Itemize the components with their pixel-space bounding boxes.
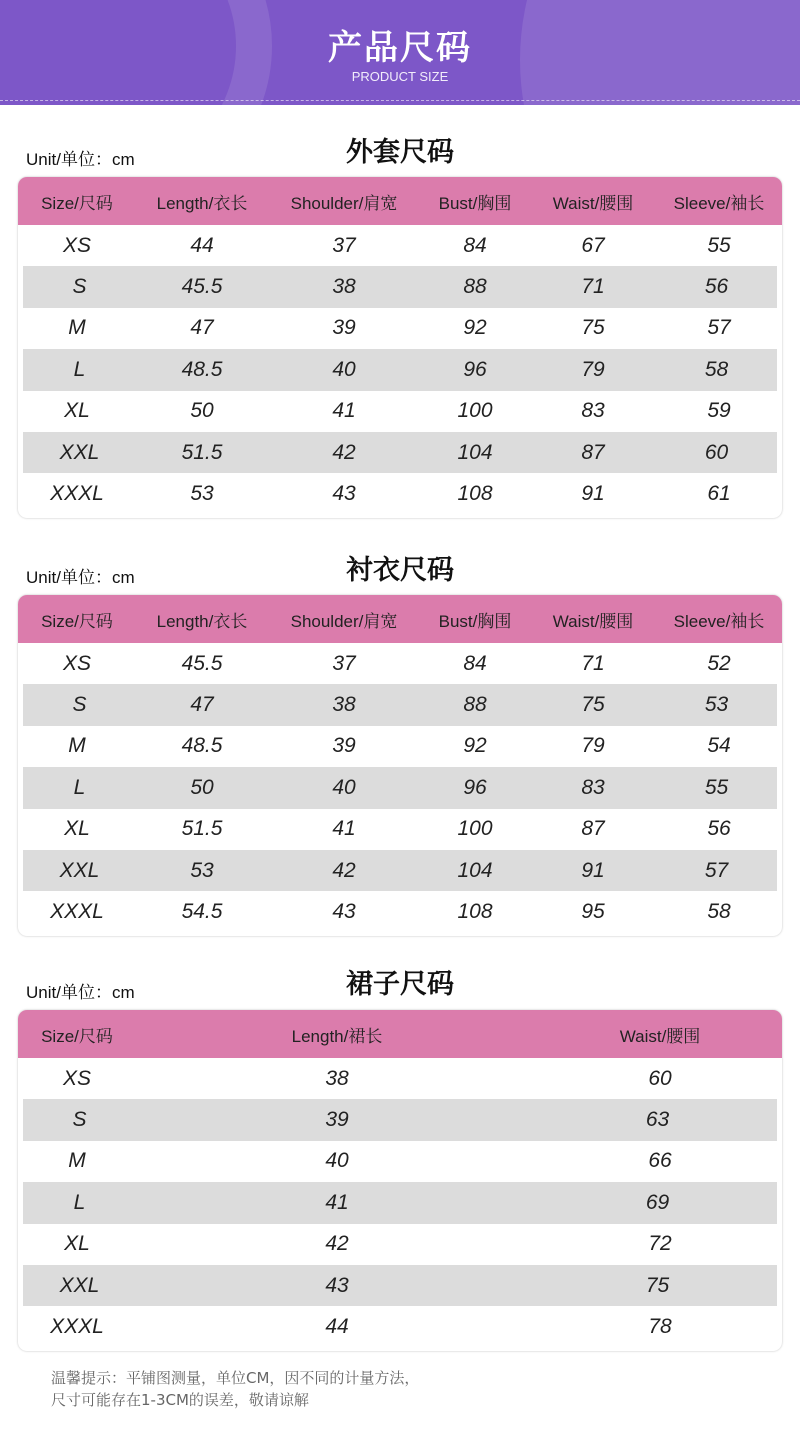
table-cell: 37: [332, 233, 356, 257]
measurement-note: [51, 1367, 419, 1411]
table-row: [18, 643, 782, 684]
table-cell: 56: [704, 275, 729, 299]
page-subtitle: PRODUCT SIZE: [351, 69, 449, 84]
table-cell: 43: [332, 900, 356, 924]
table-cell: 72: [648, 1232, 672, 1256]
size-table: [18, 1010, 782, 1351]
table-cell: 66: [648, 1149, 672, 1173]
table-cell: XL: [64, 399, 90, 423]
table-cell: 54.5: [181, 900, 223, 924]
table-row: [18, 726, 782, 767]
column-header: Shoulder/肩宽: [290, 611, 398, 631]
column-header: Waist/腰围: [552, 611, 634, 631]
table-row: [23, 767, 777, 808]
table-cell: 92: [463, 734, 487, 758]
table-cell: S: [72, 693, 87, 717]
table-cell: M: [68, 316, 86, 340]
column-header: Bust/胸围: [438, 193, 512, 213]
table-row: [18, 891, 782, 932]
table-cell: XL: [64, 1232, 90, 1256]
column-header: Length/衣长: [156, 193, 248, 213]
table-cell: 71: [581, 651, 605, 675]
table-cell: 53: [190, 858, 214, 882]
note-line: 尺寸可能存在1-3CM的误差，敬请谅解: [51, 1391, 309, 1409]
table-cell: 47: [190, 693, 214, 717]
table-cell: XS: [62, 233, 91, 257]
table-cell: 91: [581, 482, 605, 506]
table-cell: 54: [707, 734, 731, 758]
size-table: [18, 595, 782, 936]
column-header: Length/裙长: [291, 1026, 383, 1046]
table-cell: 39: [332, 316, 356, 340]
column-header: Waist/腰围: [552, 193, 634, 213]
table-cell: 40: [332, 775, 356, 799]
table-cell: L: [73, 775, 86, 799]
table-cell: 45.5: [181, 275, 223, 299]
table-row: [18, 809, 782, 850]
table-cell: XL: [64, 817, 90, 841]
table-cell: 96: [463, 357, 487, 381]
table-row: [18, 1141, 782, 1182]
column-header: Size/尺码: [41, 193, 113, 213]
table-cell: 39: [332, 734, 356, 758]
table-row: [18, 473, 782, 514]
table-header: [18, 177, 782, 225]
table-cell: 83: [581, 399, 605, 423]
table-cell: 60: [704, 440, 729, 464]
table-cell: M: [68, 734, 86, 758]
table-cell: 37: [332, 651, 356, 675]
table-cell: S: [72, 275, 87, 299]
table-cell: 48.5: [181, 734, 223, 758]
table-cell: 92: [463, 316, 487, 340]
section-title: 衬衣尺码: [346, 555, 454, 586]
table-cell: 45.5: [181, 651, 223, 675]
banner-divider: [0, 100, 800, 101]
table-cell: 96: [463, 775, 487, 799]
table-cell: 38: [332, 693, 356, 717]
table-cell: 48.5: [181, 357, 223, 381]
table-cell: L: [73, 1190, 86, 1214]
table-cell: 91: [581, 858, 605, 882]
table-cell: 67: [581, 233, 605, 257]
table-cell: 84: [463, 651, 487, 675]
table-cell: 41: [332, 399, 356, 423]
table-row: [18, 1306, 782, 1347]
table-cell: 42: [325, 1232, 349, 1256]
table-row: [23, 850, 777, 891]
unit-label: Unit/单位：cm: [26, 150, 135, 169]
table-row: [18, 225, 782, 266]
table-cell: 50: [190, 399, 214, 423]
table-cell: 75: [645, 1273, 670, 1297]
table-cell: 57: [707, 316, 731, 340]
table-cell: 59: [707, 399, 731, 423]
table-header: [18, 595, 782, 643]
table-cell: XXL: [59, 440, 100, 464]
table-cell: 88: [463, 693, 487, 717]
column-header: Waist/腰围: [619, 1026, 701, 1046]
table-cell: 51.5: [181, 817, 223, 841]
table-cell: 43: [325, 1273, 349, 1297]
page-title: 产品尺码: [328, 28, 472, 68]
table-row: [23, 684, 777, 725]
table-cell: 75: [581, 693, 605, 717]
table-cell: 42: [332, 858, 356, 882]
table-cell: 47: [190, 316, 214, 340]
table-row: [23, 349, 777, 390]
table-cell: 63: [645, 1108, 670, 1132]
section-title: 裙子尺码: [346, 969, 454, 1000]
table-row: [23, 432, 777, 473]
table-cell: XXXL: [50, 482, 104, 506]
column-header: Shoulder/肩宽: [290, 193, 398, 213]
table-cell: 87: [581, 440, 605, 464]
table-cell: 50: [190, 775, 214, 799]
column-header: Size/尺码: [41, 611, 113, 631]
column-header: Sleeve/袖长: [673, 193, 765, 213]
table-cell: 58: [707, 900, 731, 924]
table-cell: S: [72, 1108, 87, 1132]
unit-label: Unit/单位：cm: [26, 568, 135, 587]
table-cell: 44: [325, 1315, 349, 1339]
table-row: [23, 1099, 777, 1140]
table-cell: 60: [648, 1066, 672, 1090]
table-cell: 58: [704, 357, 729, 381]
table-cell: XXL: [59, 1273, 100, 1297]
table-cell: 55: [704, 775, 729, 799]
table-cell: 41: [332, 817, 356, 841]
table-cell: 83: [581, 775, 605, 799]
table-cell: 38: [325, 1066, 349, 1090]
column-header: Sleeve/袖长: [673, 611, 765, 631]
section-title: 外套尺码: [346, 137, 454, 168]
table-cell: 100: [457, 399, 493, 423]
table-cell: 44: [190, 233, 214, 257]
unit-label: Unit/单位：cm: [26, 983, 135, 1002]
table-cell: 39: [325, 1108, 349, 1132]
table-cell: 40: [325, 1149, 349, 1173]
table-row: [18, 1224, 782, 1265]
table-cell: 79: [581, 357, 605, 381]
table-cell: 108: [457, 482, 493, 506]
table-cell: 104: [457, 440, 493, 464]
table-cell: 78: [648, 1315, 672, 1339]
header-banner: [0, 0, 800, 105]
table-cell: 53: [704, 693, 729, 717]
table-cell: 52: [707, 651, 731, 675]
table-cell: XXXL: [50, 1315, 104, 1339]
column-header: Bust/胸围: [438, 611, 512, 631]
table-row: [18, 1058, 782, 1099]
table-header: [18, 1010, 782, 1058]
table-cell: XS: [62, 1066, 91, 1090]
column-header: Length/衣长: [156, 611, 248, 631]
table-cell: XXXL: [50, 900, 104, 924]
table-cell: 100: [457, 817, 493, 841]
table-cell: 61: [707, 482, 731, 506]
table-cell: 88: [463, 275, 487, 299]
table-cell: 43: [332, 482, 356, 506]
note-line: 温馨提示：平铺图测量，单位CM，因不同的计量方法，: [51, 1369, 420, 1387]
table-cell: 42: [332, 440, 356, 464]
table-row: [18, 308, 782, 349]
table-row: [23, 1182, 777, 1223]
table-cell: 69: [645, 1190, 670, 1214]
table-cell: 108: [457, 900, 493, 924]
table-cell: 104: [457, 858, 493, 882]
column-header: Size/尺码: [41, 1026, 113, 1046]
table-cell: 57: [704, 858, 729, 882]
table-row: [23, 1265, 777, 1306]
table-cell: 71: [581, 275, 605, 299]
table-cell: XXL: [59, 858, 100, 882]
table-cell: 41: [325, 1190, 349, 1214]
table-row: [23, 266, 777, 307]
table-cell: 84: [463, 233, 487, 257]
table-cell: L: [73, 357, 86, 381]
table-row: [18, 391, 782, 432]
table-cell: 75: [581, 316, 605, 340]
size-table: [18, 177, 782, 518]
table-cell: XS: [62, 651, 91, 675]
table-cell: 55: [707, 233, 731, 257]
table-cell: 56: [707, 817, 731, 841]
table-cell: 40: [332, 357, 356, 381]
table-cell: 38: [332, 275, 356, 299]
table-cell: 51.5: [181, 440, 223, 464]
table-cell: M: [68, 1149, 86, 1173]
table-cell: 79: [581, 734, 605, 758]
table-cell: 53: [190, 482, 214, 506]
table-cell: 95: [581, 900, 605, 924]
table-cell: 87: [581, 817, 605, 841]
